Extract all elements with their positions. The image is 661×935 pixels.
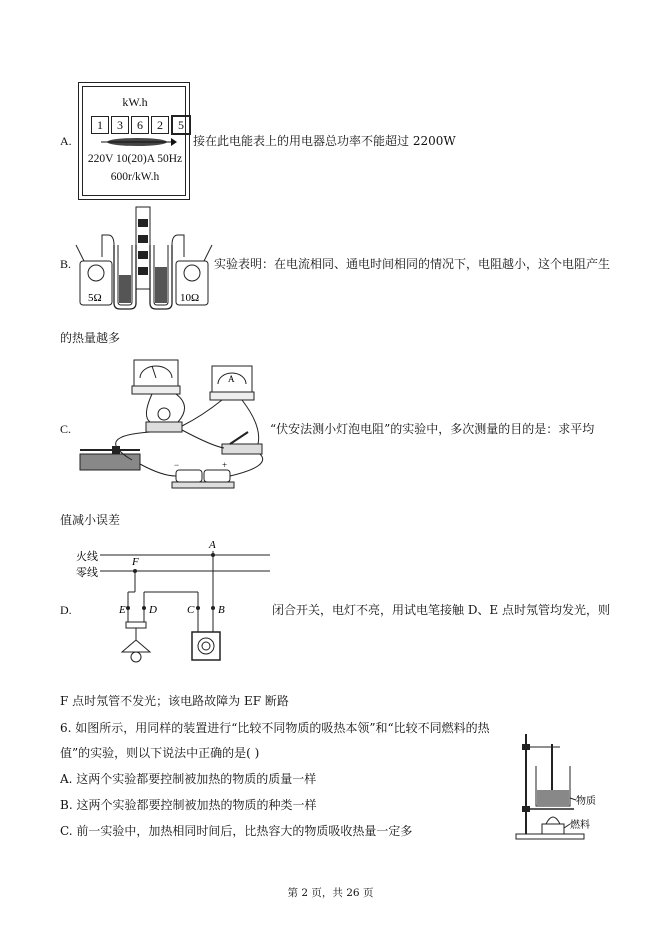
option-a-text: 接在此电能表上的用电器总功率不能超过 2200W (193, 134, 456, 148)
option-b-text-line2: 的热量越多 (60, 331, 121, 345)
resistor-label: 5Ω (88, 292, 102, 304)
substance-label: 物质 (576, 796, 596, 807)
option-d-label: D. (60, 603, 72, 617)
meter-digit: 1 (91, 116, 109, 134)
option-c-text-line2: 值减小误差 (60, 513, 121, 527)
meter-digit: 2 (151, 116, 169, 134)
option-b-label: B. (60, 257, 72, 271)
point-label: B (218, 604, 225, 616)
svg-text:A: A (228, 374, 235, 384)
point-label: C (187, 604, 195, 616)
electric-meter-figure (78, 82, 190, 200)
q6-stem-line2: 值”的实验，则以下说法中正确的是( ) (60, 746, 260, 760)
q6-choice-a: A. 这两个实验都要控制被加热的物质的质量一样 (60, 772, 317, 786)
q6-stem-line1: 6. 如图所示，用同样的装置进行“比较不同物质的吸热本领”和“比较不同燃料的热 (60, 721, 490, 735)
option-a-label: A. (60, 134, 72, 148)
meter-rev: 600r/kW.h (110, 171, 160, 183)
meter-digit: 3 (111, 116, 129, 134)
point-label: E (119, 604, 126, 616)
meter-unit: kW.h (122, 95, 148, 109)
u-tube-apparatus-figure (74, 205, 214, 317)
resistor-label: 10Ω (180, 292, 200, 304)
live-wire-label: 火线 (76, 551, 98, 563)
point-label: A (209, 539, 216, 551)
option-c-text-line1: “伏安法测小灯泡电阻”的实验中，多次测量的目的是：求平均 (270, 422, 595, 436)
svg-text:−: − (174, 460, 180, 470)
point-label: D (149, 604, 157, 616)
meter-digit: 5 (171, 115, 191, 135)
neutral-wire-label: 零线 (76, 567, 98, 579)
option-d-text-line1: 闭合开关，电灯不亮，用试电笔接触 D、E 点时氖管均发光，则 (272, 603, 611, 617)
meter-spec: 220V 10(20)A 50Hz (87, 153, 183, 165)
q6-choice-b: B. 这两个实验都要控制被加热的物质的种类一样 (60, 798, 317, 812)
option-d-text-line2: F 点时氖管不发光；该电路故障为 EF 断路 (60, 694, 289, 708)
heating-apparatus-figure (508, 724, 604, 848)
meter-digits (91, 114, 193, 135)
point-label: F (132, 556, 139, 568)
meter-disc-icon (97, 135, 177, 149)
voltammeter-circuit-figure (72, 356, 270, 496)
q6-choice-c: C. 前一实验中，加热相同时间后，比热容大的物质吸收热量一定多 (60, 824, 413, 838)
option-b-text-line1: 实验表明：在电流相同、通电时间相同的情况下，电阻越小，这个电阻产生 (214, 257, 611, 271)
fuel-label: 燃料 (570, 820, 590, 831)
option-c-label: C. (60, 422, 72, 436)
household-circuit-figure (70, 536, 274, 676)
page-footer: 第 2 页，共 26 页 (287, 887, 374, 899)
svg-text:+: + (222, 460, 228, 470)
meter-digit: 6 (131, 116, 149, 134)
